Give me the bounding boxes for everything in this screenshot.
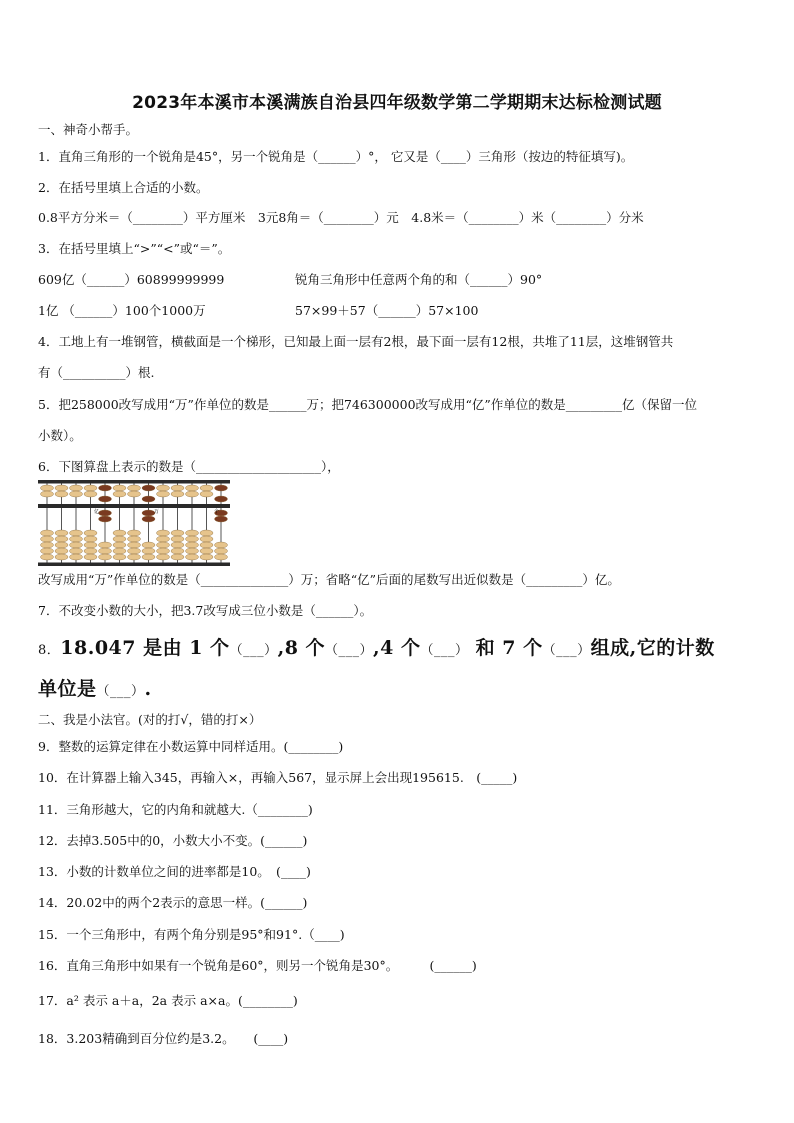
- question-8-text-a: 18.047 是由 1 个: [60, 637, 230, 659]
- abacus-bead: [55, 530, 68, 536]
- question-14: 14．20.02中的两个2表示的意思一样。(______): [38, 895, 308, 910]
- abacus-bead: [70, 530, 83, 536]
- abacus-bead: [55, 485, 68, 491]
- abacus-bead: [186, 485, 199, 491]
- abacus-bead: [142, 485, 155, 491]
- abacus-bead: [41, 542, 54, 548]
- abacus-bead: [41, 536, 54, 542]
- abacus-bead: [70, 554, 83, 560]
- abacus-bead: [84, 554, 97, 560]
- question-8-line-2: [38, 677, 152, 704]
- abacus-bead: [186, 491, 199, 497]
- abacus-bead: [55, 554, 68, 560]
- abacus-bead: [99, 548, 112, 554]
- abacus-bead: [200, 536, 213, 542]
- abacus-bead: [200, 548, 213, 554]
- abacus-bead: [171, 491, 184, 497]
- abacus-bead: [113, 491, 126, 497]
- question-17: 17．a² 表示 a＋a，2a 表示 a×a。(________): [38, 993, 298, 1008]
- abacus-bead: [142, 554, 155, 560]
- abacus-bead: [128, 491, 141, 497]
- abacus-bead: [99, 554, 112, 560]
- abacus-bead: [215, 542, 228, 548]
- question-8-blank-1: （___）: [229, 643, 278, 658]
- abacus-bead: [113, 548, 126, 554]
- question-8-blank-5: （___）: [96, 684, 145, 699]
- question-2-items: 0.8平方分米＝（________）平方厘米 3元8角＝（________）元 4.8米＝（________）米（________）分米: [38, 210, 644, 225]
- abacus-bead: [157, 548, 170, 554]
- question-8-line-1: [38, 636, 715, 663]
- abacus-bead: [41, 530, 54, 536]
- abacus-beam: [38, 504, 230, 508]
- abacus-bead: [55, 548, 68, 554]
- question-4-line-1: 4．工地上有一堆钢管，横截面是一个梯形，已知最上面一层有2根，最下面一层有12根，共堆了11层，这堆钢管共: [38, 334, 674, 349]
- abacus-bead: [70, 548, 83, 554]
- abacus-label-wan: 万: [154, 509, 160, 515]
- abacus-bead: [157, 554, 170, 560]
- question-8-text-b: ,8 个: [277, 637, 326, 659]
- abacus-bead: [186, 542, 199, 548]
- section-2-heading: 二、我是小法官。(对的打√，错的打×）: [38, 712, 262, 727]
- question-8-blank-2: （___）: [325, 643, 374, 658]
- question-3: 3．在括号里填上“>”“<”或“＝”。: [38, 241, 231, 256]
- abacus-bead: [186, 548, 199, 554]
- abacus-label-yi: 亿: [94, 509, 100, 515]
- abacus-bead: [99, 542, 112, 548]
- question-5-line-2: 小数）。: [38, 428, 82, 443]
- abacus-bead: [113, 542, 126, 548]
- abacus-bead: [128, 548, 141, 554]
- question-8-number: 8．: [38, 643, 61, 658]
- abacus-bead: [128, 542, 141, 548]
- abacus-bead: [55, 536, 68, 542]
- abacus-bead: [41, 548, 54, 554]
- question-13: 13．小数的计数单位之间的进率都是10。 (____): [38, 864, 311, 879]
- page-title: 2023年本溪市本溪满族自治县四年级数学第二学期期末达标检测试题: [132, 93, 662, 113]
- abacus-bead: [70, 542, 83, 548]
- abacus-bead: [55, 491, 68, 497]
- abacus-bead: [186, 536, 199, 542]
- abacus-bead: [157, 491, 170, 497]
- abacus-label-ge: 个: [214, 509, 220, 515]
- abacus-bead: [200, 485, 213, 491]
- abacus-bead: [157, 485, 170, 491]
- question-3-item-c: 1亿 （______）100个1000万: [38, 303, 206, 318]
- abacus-bead: [113, 536, 126, 542]
- abacus-bead: [113, 554, 126, 560]
- question-8-text-f: 单位是: [38, 678, 97, 700]
- abacus-bead: [142, 496, 155, 502]
- abacus-bead: [70, 485, 83, 491]
- question-16: 16．直角三角形中如果有一个锐角是60°，则另一个锐角是30°。 (______): [38, 958, 477, 973]
- question-6-line-2: 改写成用“万”作单位的数是（______________）万；省略“亿”后面的尾数写出近似数是（_________）亿。: [38, 572, 620, 587]
- question-4-line-2: 有（__________）根.: [38, 365, 155, 380]
- abacus-bead: [142, 548, 155, 554]
- question-3-item-a: 609亿（______）60899999999: [38, 272, 225, 287]
- abacus-bead: [99, 510, 112, 516]
- abacus-bead: [215, 496, 228, 502]
- abacus-bead: [171, 530, 184, 536]
- abacus-bead: [200, 542, 213, 548]
- abacus-bead: [142, 542, 155, 548]
- abacus-bottom-frame: [38, 563, 230, 567]
- section-1-heading: 一、神奇小帮手。: [38, 122, 139, 137]
- abacus-bead: [84, 530, 97, 536]
- question-2: 2．在括号里填上合适的小数。: [38, 180, 209, 195]
- abacus-bead: [171, 542, 184, 548]
- abacus-bead: [128, 536, 141, 542]
- abacus-bead: [84, 491, 97, 497]
- question-7: 7．不改变小数的大小，把3.7改写成三位小数是（______）。: [38, 603, 373, 618]
- abacus-bead: [41, 491, 54, 497]
- abacus-bead: [171, 554, 184, 560]
- question-9: 9．整数的运算定律在小数运算中同样适用。(________): [38, 739, 344, 754]
- abacus-bead: [128, 485, 141, 491]
- abacus-bead: [215, 548, 228, 554]
- abacus-top-frame: [38, 480, 230, 484]
- question-8-blank-3: （___）: [420, 643, 469, 658]
- abacus-bead: [200, 554, 213, 560]
- abacus-bead: [70, 491, 83, 497]
- abacus-bead: [215, 554, 228, 560]
- question-10: 10．在计算器上输入345，再输入×，再输入567，显示屏上会出现195615. (_____): [38, 770, 518, 785]
- abacus-bead: [99, 485, 112, 491]
- abacus-bead: [113, 485, 126, 491]
- abacus-bead: [128, 530, 141, 536]
- question-6-line-1: 6．下图算盘上表示的数是（____________________），: [38, 459, 340, 474]
- question-15: 15．一个三角形中，有两个角分别是95°和91°.（____): [38, 927, 345, 942]
- abacus-bead: [171, 548, 184, 554]
- abacus-bead: [200, 491, 213, 497]
- abacus-bead: [55, 542, 68, 548]
- abacus-bead: [113, 530, 126, 536]
- question-8-text-c: ,4 个: [373, 637, 421, 659]
- abacus-bead: [157, 536, 170, 542]
- question-8-text-e: 组成,它的计数: [590, 637, 715, 659]
- question-18: 18．3.203精确到百分位约是3.2。 (____): [38, 1031, 289, 1046]
- question-8-text-g: .: [144, 678, 152, 700]
- question-5-line-1: 5．把258000改写成用“万”作单位的数是______万；把746300000改写成用“亿”作单位的数是_________亿（保留一位: [38, 397, 698, 412]
- abacus-bead: [157, 542, 170, 548]
- abacus-bead: [128, 554, 141, 560]
- abacus-bead: [186, 530, 199, 536]
- abacus-bead: [215, 516, 228, 522]
- abacus-bead: [41, 485, 54, 491]
- abacus-bead: [84, 536, 97, 542]
- abacus-bead: [171, 485, 184, 491]
- question-12: 12．去掉3.505中的0，小数大小不变。(______): [38, 833, 308, 848]
- abacus-bead: [84, 485, 97, 491]
- abacus-bead: [41, 554, 54, 560]
- question-3-item-d: 57×99＋57（______）57×100: [295, 303, 479, 318]
- question-3-item-b: 锐角三角形中任意两个角的和（______）90°: [295, 272, 543, 287]
- abacus-bead: [99, 516, 112, 522]
- abacus-bead: [142, 516, 155, 522]
- abacus-bead: [171, 536, 184, 542]
- abacus-bead: [186, 554, 199, 560]
- abacus-bead: [84, 542, 97, 548]
- abacus-bead: [84, 548, 97, 554]
- question-1: 1．直角三角形的一个锐角是45°，另一个锐角是（______）°， 它又是（____）三角形（按边的特征填写)。: [38, 149, 634, 164]
- abacus-bead: [99, 496, 112, 502]
- question-8-text-d: 和 7 个: [468, 637, 543, 659]
- question-11: 11．三角形越大，它的内角和就越大.（________): [38, 802, 313, 817]
- abacus-bead: [70, 536, 83, 542]
- abacus-bead: [215, 485, 228, 491]
- abacus-bead: [200, 530, 213, 536]
- question-8-blank-4: （___）: [542, 643, 591, 658]
- abacus-figure: [38, 480, 230, 566]
- abacus-bead: [157, 530, 170, 536]
